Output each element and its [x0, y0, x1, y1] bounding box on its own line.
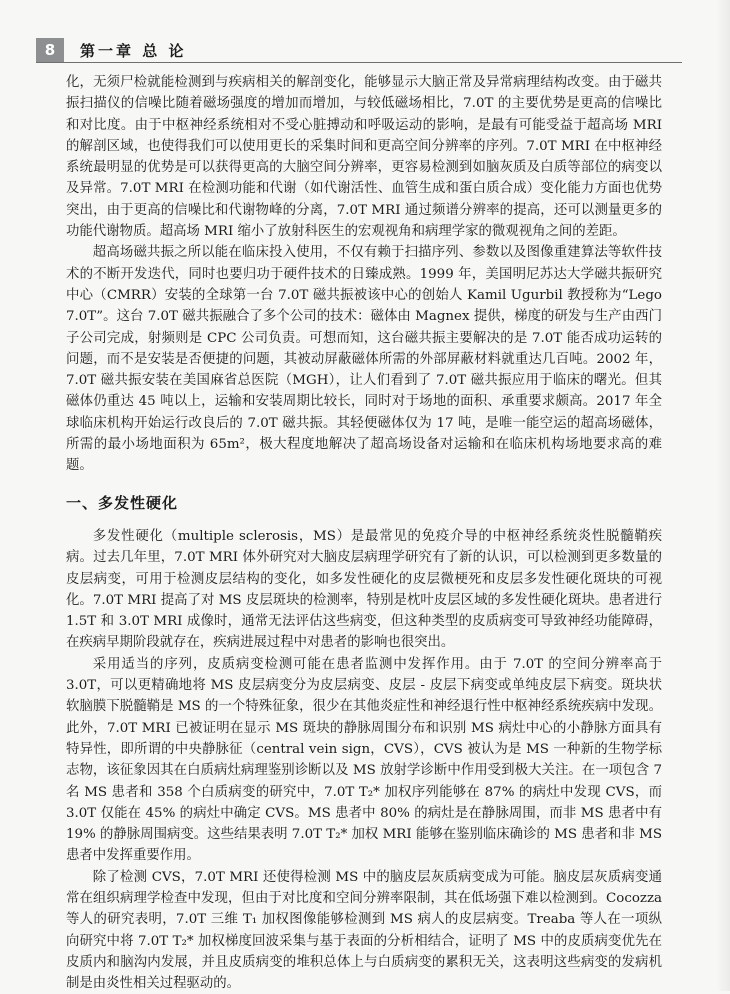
paragraph-3: 多发性硬化（multiple sclerosis，MS）是最常见的免疫介导的中枢神经系统炎性脱髓鞘疾病。过去几年里，7.0T MRI 体外研究对大脑皮层病理学研究有了新的认识，可以检测到更多数量的皮层病变，可用于检测皮层结构的变化，如多发性硬化的皮层微梗死和皮层多发性硬化斑块的可视化。7.0T MRI 提高了对 MS 皮层斑块的检测率，特别是枕叶皮层区域的多发性硬化斑块。患者进行 1.5T 和 3.0T MRI 成像时，通常无法评估这些病变，但这种类型的皮质病变可导致神经功能障碍，在疾病早期阶段就存在，疾病进展过程中对患者的影响也很突出。: [66, 528, 662, 651]
paragraph-1: 化，无须尸检就能检测到与疾病相关的解剖变化，能够显示大脑正常及异常病理结构改变。由于磁共振扫描仪的信噪比随着磁场强度的增加而增加，与较低磁场相比，7.0T 的主要优势是更高的信噪比和对比度。由于中枢神经系统相对不受心脏搏动和呼吸运动的影响，是最有可能受益于超高场 MRI 的解剖区域，也使得我们可以使用更长的采集时间和更高空间分辨率的序列。7.0T MRI 在中枢神经系统最明显的优势是可以获得更高的大脑空间分辨率，更容易检测到如脑灰质及白质等部位的病变以及异常。7.0T MRI 在检测功能和代谢（如代谢活性、血管生成和蛋白质合成）变化能力方面也优势突出，由于更高的信噪比和代谢物峰的分离，7.0T MRI 通过频谱分辨率的提高，还可以测量更多的功能代谢物质。超高场 MRI 缩小了放射科医生的宏观视角和病理学家的微观视角之间的差距。: [66, 75, 662, 240]
page-edge-shadow: [716, 0, 730, 991]
paragraph-4: 采用适当的序列，皮质病变检测可能在患者监测中发挥作用。由于 7.0T 的空间分辨率高于 3.0T，可以更精确地将 MS 皮层病变分为皮层病变、皮层 - 皮层下病变或单纯皮层下病变。斑块状软脑膜下脱髓鞘是 MS 的一个特殊征象，很少在其他炎症性和神经退行性中枢神经系统疾病中发现。此外，7.0T MRI 已被证明在显示 MS 斑块的静脉周围分布和识别 MS 病灶中心的小静脉方面具有特异性，即所谓的中央静脉征（central vein sign，CVS），CVS 被认为是 MS 一种新的生物学标志物，该征象因其在白质病灶病理鉴别诊断以及 MS 放射学诊断中作用受到极大关注。在一项包含 7 名 MS 患者和 358 个白质病变的研究中，7.0T T₂* 加权序列能够在 87% 的病灶中发现 CVS，而 3.0T 仅能在 45% 的病灶中确定 CVS。MS 患者中 80% 的病灶是在静脉周围，而非 MS 患者中有 19% 的静脉周围病变。这些结果表明 7.0T T₂* 加权 MRI 能够在鉴别临床确诊的 MS 患者和非 MS 患者中发挥重要作用。: [66, 656, 662, 864]
section-heading: 一、多发性硬化: [66, 493, 179, 512]
paragraph-2: 超高场磁共振之所以能在临床投入使用，不仅有赖于扫描序列、参数以及图像重建算法等软件技术的不断开发迭代，同时也要归功于硬件技术的日臻成熟。1999 年，美国明尼苏达大学磁共振研究中心（CMRR）安装的全球第一台 7.0T 磁共振被该中心的创始人 Kamil Ugurbil 教授称为“Lego 7.0T”。这台 7.0T 磁共振融合了多个公司的技术：磁体由 Magnex 提供，梯度的研发与生产由西门子公司完成，射频则是 CPC 公司负责。可想而知，这台磁共振主要解决的是 7.0T 能否成功运转的问题，而不是安装是否便捷的问题，其被动屏蔽磁体所需的外部屏蔽材料就重达几百吨。2002 年，7.0T 磁共振安装在美国麻省总医院（MGH），让人们看到了 7.0T 磁共振应用于临床的曙光。但其磁体仍重达 45 吨以上，运输和安装周期比较长，同时对于场地的面积、承重要求颇高。2017 年全球临床机构开始运行改良后的 7.0T 磁共振。其轻便磁体仅为 17 吨，是唯一能空运的超高场磁体，所需的最小场地面积为 65m²，极大程度地解决了超高场设备对运输和在临床机构场地要求高的难题。: [66, 245, 662, 474]
chapter-title: 第一章 总 论: [80, 41, 187, 60]
paragraph-5: 除了检测 CVS，7.0T MRI 还使得检测 MS 中的脑皮层灰质病变成为可能。脑皮层灰质病变通常在组织病理学检查中发现，但由于对比度和空间分辨率限制，其在低场强下难以检测到。Cocozza 等人的研究表明，7.0T 三维 T₁ 加权图像能够检测到 MS 病人的皮层病变。Treaba 等人在一项纵向研究中将 7.0T T₂* 加权梯度回波采集与基于表面的分析相结合，证明了 MS 中的皮质病变优先在皮质内和脑沟内发展，并且皮质病变的堆积总体上与白质病变的累积无关，这表明这些病变的发病机制是由炎性相关过程驱动的。: [66, 869, 662, 992]
header-rule: [36, 62, 682, 63]
body-text: [66, 72, 662, 994]
running-header: [36, 38, 186, 62]
page-number: 8: [36, 38, 64, 62]
